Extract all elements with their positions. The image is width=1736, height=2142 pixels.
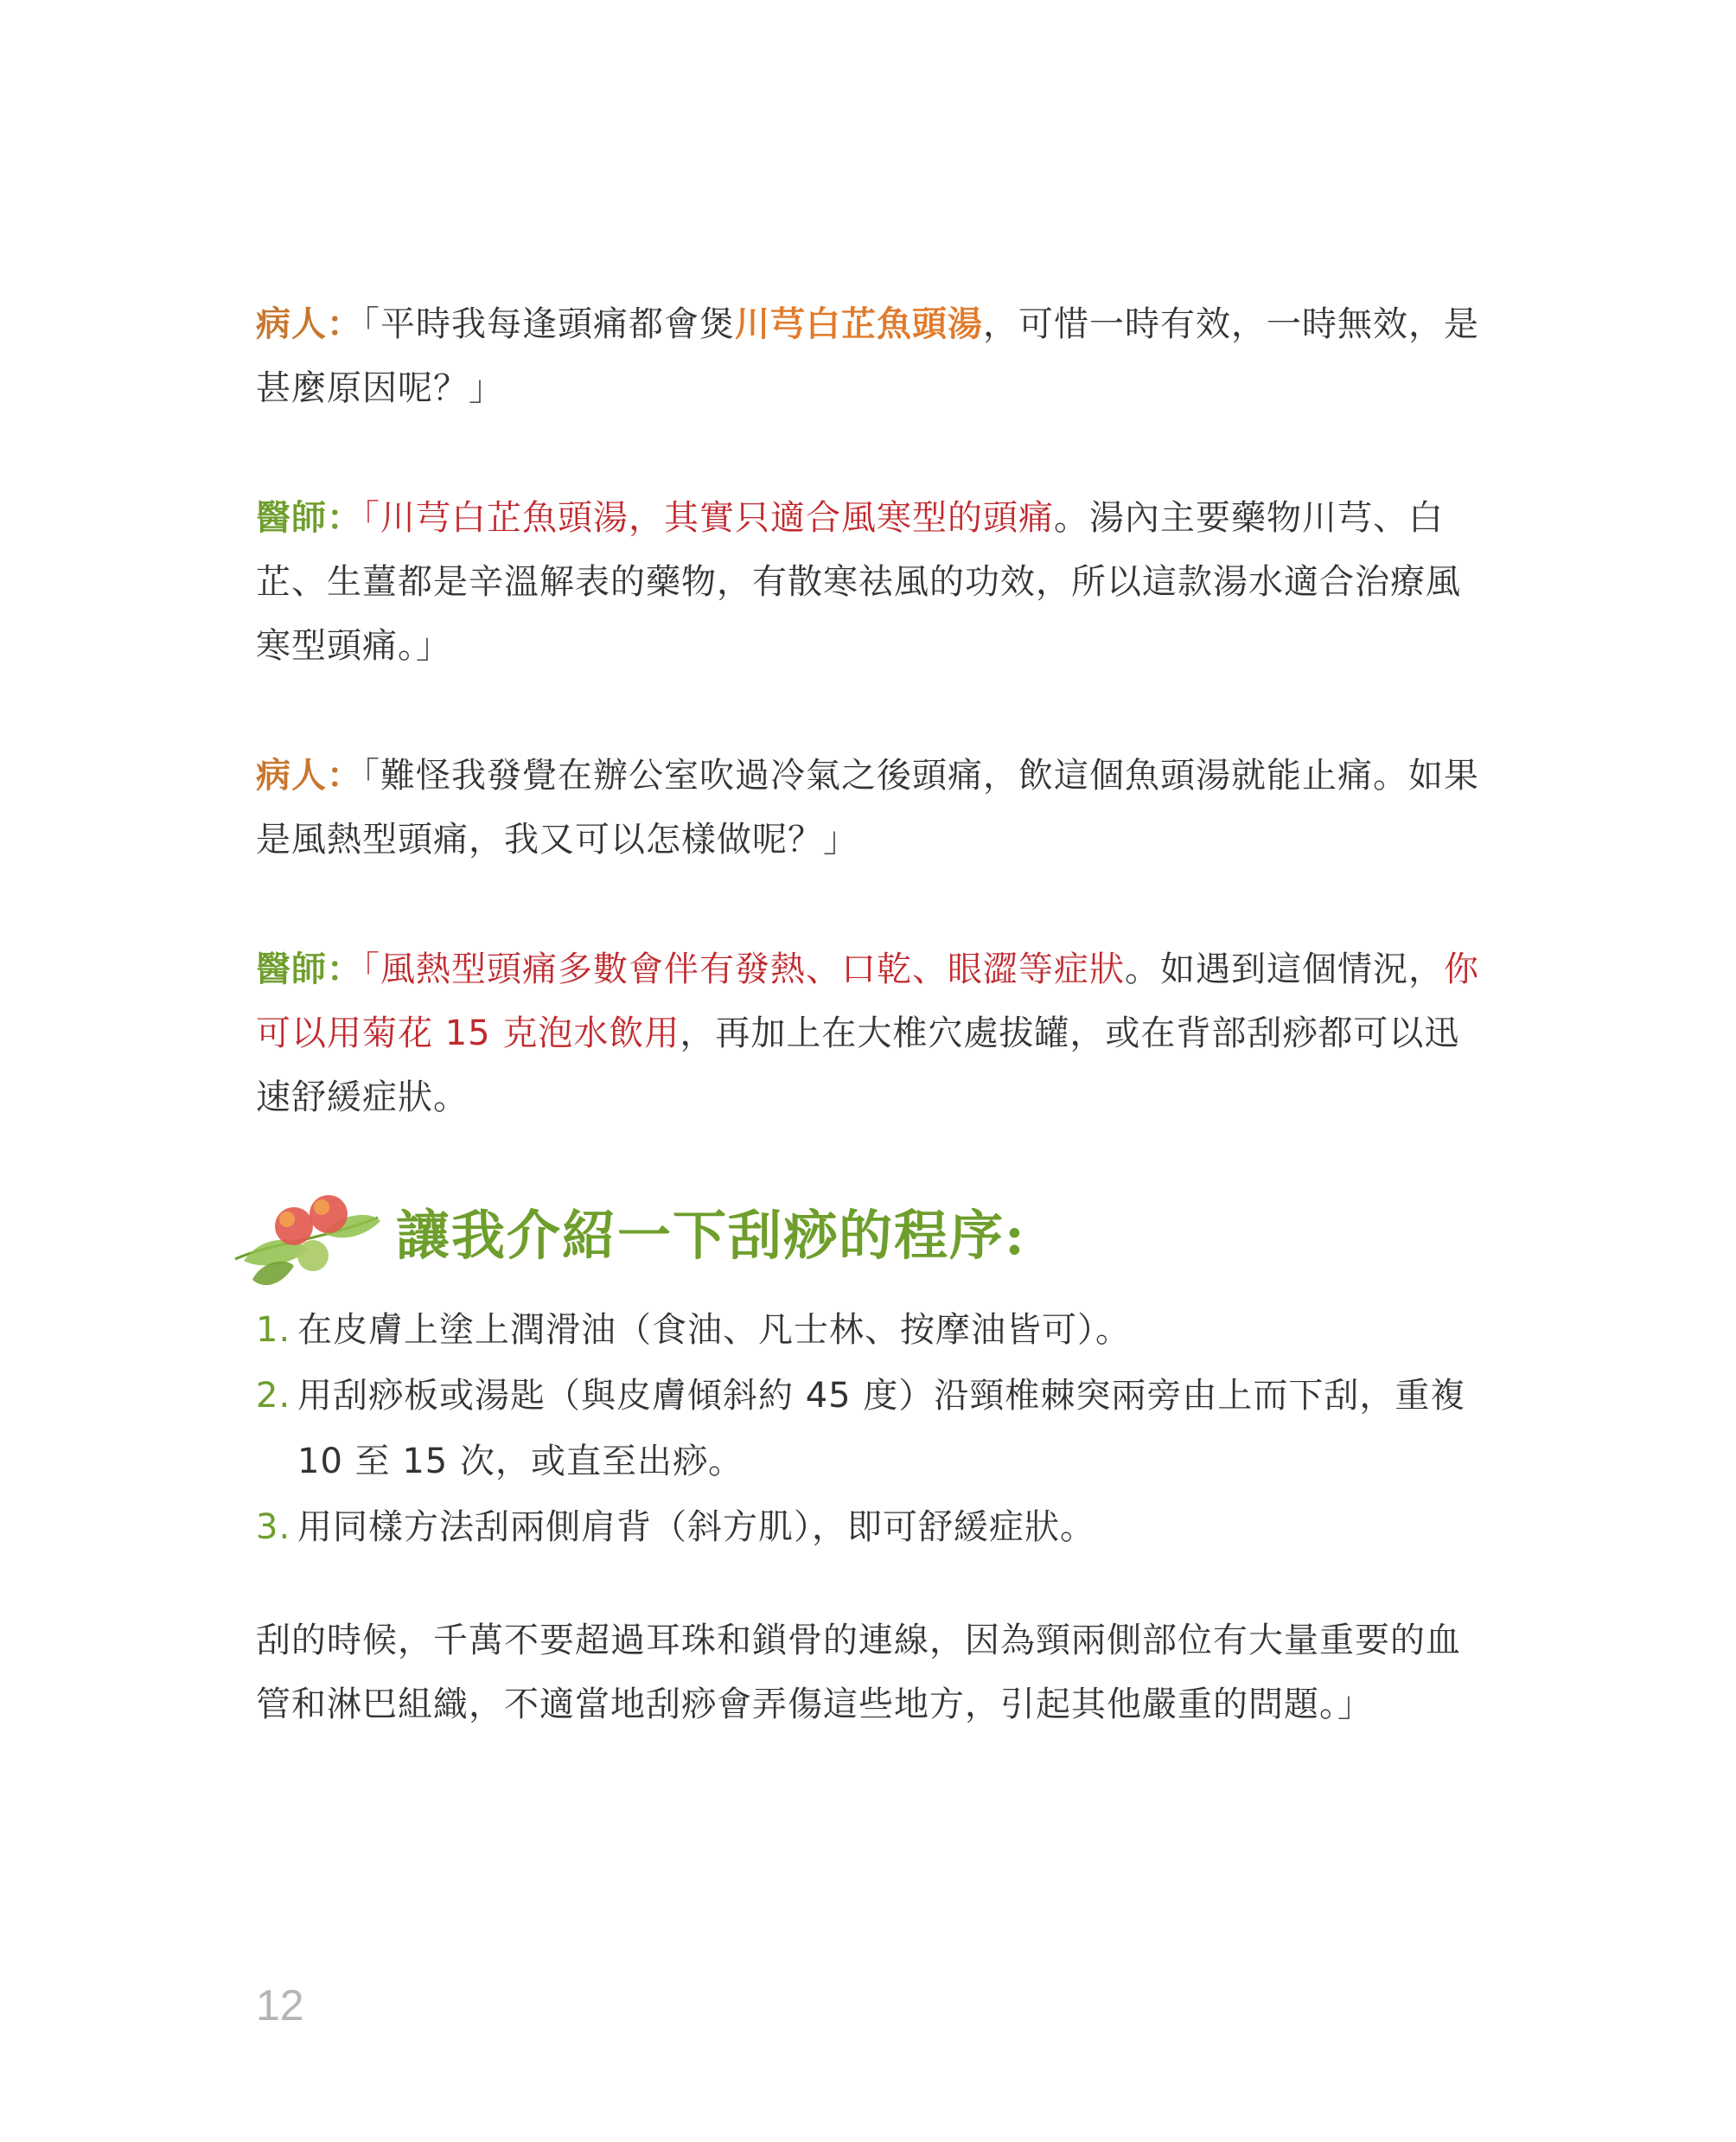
- list-item: [256, 1297, 1501, 1363]
- dialogue-text: ，可惜一時有效，一時無效，是甚麼原因呢？」: [256, 304, 1479, 408]
- step-text: 用刮痧板或湯匙（與皮膚傾斜約 45 度）沿頸椎棘突兩旁由上而下刮，重複 10 至 15 次，或直至出痧。: [297, 1376, 1466, 1481]
- speaker-label: 醫師：: [256, 949, 362, 989]
- step-text: 用同樣方法刮兩側肩背（斜方肌），即可舒緩症狀。: [297, 1507, 1095, 1547]
- dialogue-text: ，再加上在大椎穴處拔罐，或在背部刮痧都可以迅速舒緩症狀。: [256, 1013, 1460, 1117]
- step-number: 3.: [256, 1507, 291, 1547]
- section-title: 讓我介紹一下刮痧的程序:: [396, 1204, 1026, 1267]
- dialogue-text: 「平時我每逢頭痛都會煲: [362, 304, 735, 344]
- list-item: [256, 1363, 1501, 1494]
- warning-note: 刮的時候，千萬不要超過耳珠和鎖骨的連線，因為頸兩側部位有大量重要的血管和淋巴組織，不適當地刮痧會弄傷這些地方，引起其他嚴重的問題。」: [256, 1621, 1461, 1724]
- list-item: [256, 1494, 1501, 1560]
- speaker-label: 病人：: [256, 755, 362, 796]
- speaker-label: 醫師：: [256, 497, 362, 538]
- dialogue-doctor-1: [256, 486, 1492, 678]
- dialogue-text: 「: [362, 950, 380, 989]
- step-text: 在皮膚上塗上潤滑油（食油、凡士林、按摩油皆可）。: [297, 1310, 1131, 1350]
- dialogue-patient-2: [256, 744, 1492, 872]
- dialogue-patient-1: [256, 292, 1492, 420]
- fruit-branch-icon: [227, 1183, 382, 1295]
- step-number: 2.: [256, 1376, 291, 1416]
- dialogue-doctor-2: [256, 937, 1492, 1129]
- dialogue: [256, 292, 1492, 1129]
- highlight-text: 川芎白芷魚頭湯，其實只適合風寒型的頭痛: [380, 498, 1054, 538]
- dialogue-text: 「難怪我發覺在辦公室吹過冷氣之後頭痛，飲這個魚頭湯就能止痛。如果是風熱型頭痛，我又可以怎樣做呢？」: [256, 756, 1479, 860]
- page-number: 12: [256, 1981, 304, 2030]
- highlight-text: 川芎白芷魚頭湯: [735, 304, 983, 344]
- dialogue-text: 。如遇到這個情況，: [1125, 950, 1444, 989]
- step-number: 1.: [256, 1310, 291, 1350]
- dialogue-text: 。湯內主要藥物川芎、白芷、生薑都是辛溫解表的藥物，有散寒祛風的功效，所以這款湯水適合治療風寒型頭痛。」: [256, 498, 1461, 666]
- steps-list: [256, 1297, 1501, 1560]
- highlight-text: 你可以用菊花 15 克泡水飲用: [256, 950, 1479, 1053]
- section-heading: [227, 1183, 1489, 1295]
- speaker-label: 病人：: [256, 304, 362, 344]
- dialogue-text: 「: [362, 498, 380, 538]
- highlight-text: 風熱型頭痛多數會伴有發熱、口乾、眼澀等症狀: [380, 950, 1125, 989]
